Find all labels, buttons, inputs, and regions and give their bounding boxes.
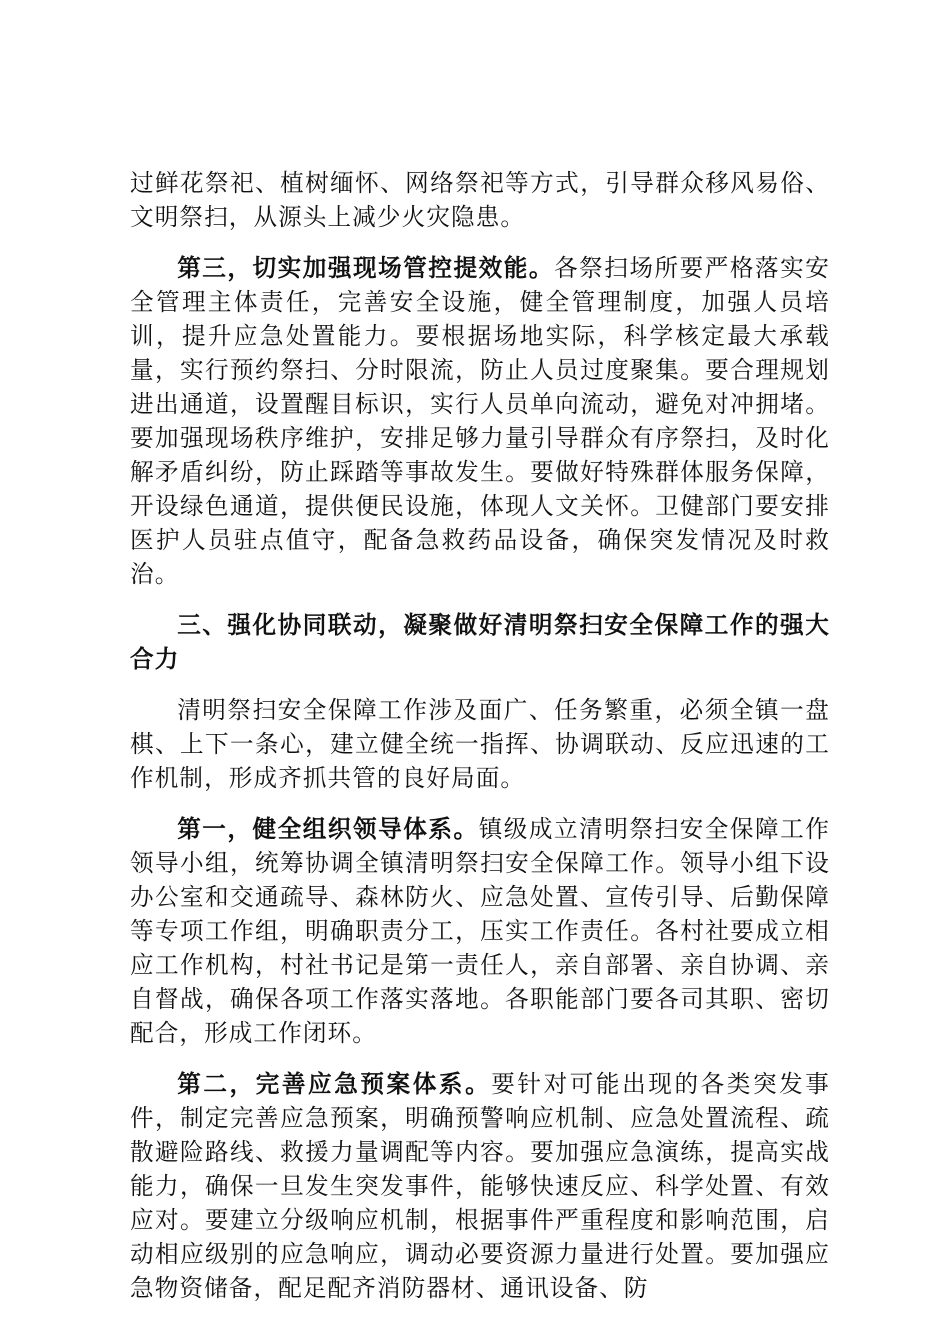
document-body bbox=[130, 166, 830, 1322]
paragraph-onsite-control bbox=[130, 251, 830, 591]
paragraph-continuation bbox=[130, 166, 830, 234]
heading-text: 三、强化协同联动，凝聚做好清明祭扫安全保障工作的强大合力 bbox=[130, 611, 830, 673]
paragraph-leadership-system bbox=[130, 812, 830, 1050]
paragraph-text: 各祭扫场所要严格落实安全管理主体责任，完善安全设施，健全管理制度，加强人员培训，提升应急处置能力。要根据场地实际，科学核定最大承载量，实行预约祭扫、分时限流，防止人员过度聚集。要合理规划进出通道，设置醒目标识，实行人员单向流动，避免对冲拥堵。要加强现场秩序维护，安排足够力量引导群众有序祭扫，及时化解矛盾纠纷，防止踩踏等事故发生。要做好特殊群体服务保障，开设绿色通道，提供便民设施，体现人文关怀。卫健部门要安排医护人员驻点值守，配备急救药品设备，确保突发情况及时救治。 bbox=[130, 254, 830, 588]
paragraph-text: 镇级成立清明祭扫安全保障工作领导小组，统筹协调全镇清明祭扫安全保障工作。领导小组下设办公室和交通疏导、森林防火、应急处置、宣传引导、后勤保障等专项工作组，明确职责分工，压实工作责任。各村社要成立相应工作机构，村社书记是第一责任人，亲自部署、亲自协调、亲自督战，确保各项工作落实落地。各职能部门要各司其职、密切配合，形成工作闭环。 bbox=[130, 815, 830, 1047]
paragraph-text: 要针对可能出现的各类突发事件，制定完善应急预案，明确预警响应机制、应急处置流程、疏散避险路线、救援力量调配等内容。要加强应急演练，提高实战能力，确保一旦发生突发事件，能够快速反应、科学处置、有效应对。要建立分级响应机制，根据事件严重程度和影响范围，启动相应级别的应急响应，调动必要资源力量进行处置。要加强应急物资储备，配足配齐消防器材、通讯设备、防 bbox=[130, 1070, 830, 1302]
paragraph-emergency-plan bbox=[130, 1067, 830, 1305]
paragraph-lead: 第三，切实加强现场管控提效能。 bbox=[177, 254, 555, 282]
paragraph-lead: 第二，完善应急预案体系。 bbox=[177, 1070, 492, 1098]
paragraph-section-intro bbox=[130, 693, 830, 795]
section-heading-three bbox=[130, 608, 830, 676]
paragraph-text: 清明祭扫安全保障工作涉及面广、任务繁重，必须全镇一盘棋、上下一条心，建立健全统一指挥、协调联动、反应迅速的工作机制，形成齐抓共管的良好局面。 bbox=[130, 696, 830, 792]
paragraph-lead: 第一，健全组织领导体系。 bbox=[177, 815, 479, 843]
paragraph-text: 过鲜花祭祀、植树缅怀、网络祭祀等方式，引导群众移风易俗、文明祭扫，从源头上减少火灾隐患。 bbox=[130, 169, 830, 231]
